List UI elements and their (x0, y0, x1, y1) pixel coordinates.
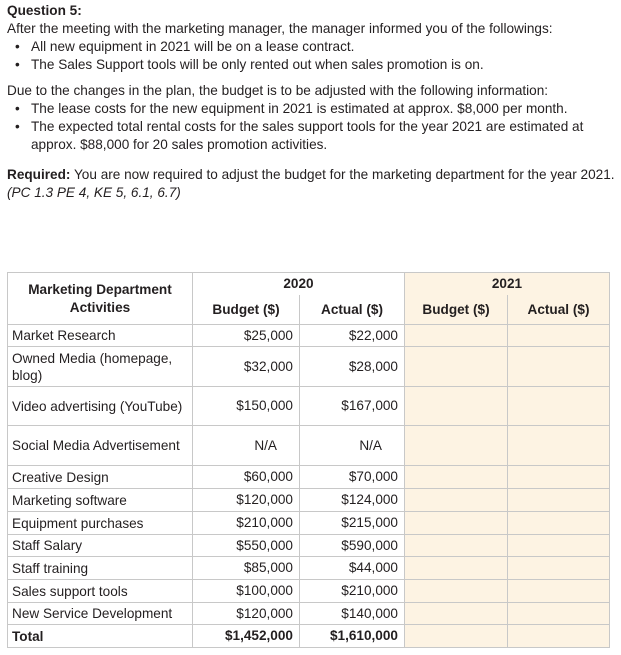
activity-cell: Marketing software (8, 489, 193, 512)
budget-2021-cell[interactable] (405, 426, 508, 466)
actual-2021-cell[interactable] (508, 512, 610, 535)
actual-2021-cell[interactable] (508, 557, 610, 580)
actual-2020-cell: $215,000 (300, 512, 405, 535)
required-body: You are now required to adjust the budget for the marketing department for the year 2021. (70, 167, 615, 182)
budget-2020-cell: $32,000 (193, 347, 300, 387)
actual-2020-cell: $22,000 (300, 325, 405, 347)
budget-2020-cell: $60,000 (193, 466, 300, 489)
total-actual-2021[interactable] (508, 625, 610, 648)
intro-text: After the meeting with the marketing manager, the manager informed you of the followings: (7, 21, 553, 36)
header-activities: Marketing Department Activities (8, 273, 193, 325)
activity-cell: Social Media Advertisement (8, 426, 193, 466)
budget-2021-cell[interactable] (405, 489, 508, 512)
adjustment-text: Due to the changes in the plan, the budget is to be adjusted with the following information: (7, 83, 549, 98)
actual-2020-cell: $28,000 (300, 347, 405, 387)
activity-cell: Sales support tools (8, 580, 193, 603)
table-row (8, 347, 610, 387)
budget-2021-cell[interactable] (405, 557, 508, 580)
actual-2020-cell: $70,000 (300, 466, 405, 489)
actual-2021-cell[interactable] (508, 535, 610, 557)
table-row (8, 387, 610, 426)
actual-2021-cell[interactable] (508, 489, 610, 512)
actual-2020-cell: N/A (300, 426, 405, 466)
table-row (8, 557, 610, 580)
activity-cell: Staff Salary (8, 535, 193, 557)
header-actual-2020: Actual ($) (300, 295, 405, 325)
activity-cell: Staff training (8, 557, 193, 580)
activity-cell: Creative Design (8, 466, 193, 489)
activity-cell: Owned Media (homepage, blog) (8, 347, 193, 387)
question-title: Question 5: (7, 3, 82, 18)
question-block (7, 2, 615, 202)
table-row (8, 489, 610, 512)
actual-2020-cell: $590,000 (300, 535, 405, 557)
actual-2021-cell[interactable] (508, 347, 610, 387)
actual-2021-cell[interactable] (508, 466, 610, 489)
budget-2020-cell: $550,000 (193, 535, 300, 557)
budget-2020-cell: $150,000 (193, 387, 300, 426)
budget-2021-cell[interactable] (405, 535, 508, 557)
budget-2020-cell: $85,000 (193, 557, 300, 580)
header-year-2021: 2021 (405, 273, 610, 296)
change-list (7, 38, 615, 74)
budget-2021-cell[interactable] (405, 387, 508, 426)
budget-2020-cell: $120,000 (193, 489, 300, 512)
actual-2021-cell[interactable] (508, 387, 610, 426)
list-item: • The expected total rental costs for the sales support tools for the year 2021 are estimated at approx. $88,000 for 20 sales promotion activities. (7, 118, 615, 154)
adjustment-list (7, 100, 615, 154)
required-text (7, 166, 615, 202)
table-row (8, 512, 610, 535)
budget-2020-cell: $210,000 (193, 512, 300, 535)
total-budget-2020: $1,452,000 (193, 625, 300, 648)
budget-2021-cell[interactable] (405, 603, 508, 625)
budget-table (7, 272, 610, 648)
budget-2021-cell[interactable] (405, 580, 508, 603)
header-actual-2021: Actual ($) (508, 295, 610, 325)
table-row (8, 325, 610, 347)
header-year-2020: 2020 (193, 273, 405, 296)
actual-2020-cell: $167,000 (300, 387, 405, 426)
required-label: Required: (7, 167, 71, 182)
activity-cell: Market Research (8, 325, 193, 347)
list-item: • All new equipment in 2021 will be on a lease contract. (7, 38, 615, 56)
actual-2021-cell[interactable] (508, 580, 610, 603)
total-budget-2021[interactable] (405, 625, 508, 648)
actual-2021-cell[interactable] (508, 426, 610, 466)
table-row (8, 466, 610, 489)
total-row (8, 625, 610, 648)
budget-2020-cell: $120,000 (193, 603, 300, 625)
table-row (8, 426, 610, 466)
required-reference: (PC 1.3 PE 4, KE 5, 6.1, 6.7) (7, 185, 181, 200)
actual-2020-cell: $140,000 (300, 603, 405, 625)
activity-cell: New Service Development (8, 603, 193, 625)
actual-2020-cell: $210,000 (300, 580, 405, 603)
list-item: • The lease costs for the new equipment in 2021 is estimated at approx. $8,000 per month. (7, 100, 615, 118)
budget-2021-cell[interactable] (405, 512, 508, 535)
actual-2021-cell[interactable] (508, 603, 610, 625)
budget-2021-cell[interactable] (405, 347, 508, 387)
table-row (8, 580, 610, 603)
activity-cell: Equipment purchases (8, 512, 193, 535)
budget-2021-cell[interactable] (405, 466, 508, 489)
header-budget-2021: Budget ($) (405, 295, 508, 325)
budget-2020-cell: N/A (193, 426, 300, 466)
total-label: Total (8, 625, 193, 648)
list-item: • The Sales Support tools will be only rented out when sales promotion is on. (7, 56, 615, 74)
total-actual-2020: $1,610,000 (300, 625, 405, 648)
table-row (8, 535, 610, 557)
header-budget-2020: Budget ($) (193, 295, 300, 325)
activity-cell: Video advertising (YouTube) (8, 387, 193, 426)
budget-2021-cell[interactable] (405, 325, 508, 347)
actual-2020-cell: $124,000 (300, 489, 405, 512)
actual-2021-cell[interactable] (508, 325, 610, 347)
budget-2020-cell: $25,000 (193, 325, 300, 347)
table-row (8, 603, 610, 625)
budget-2020-cell: $100,000 (193, 580, 300, 603)
actual-2020-cell: $44,000 (300, 557, 405, 580)
